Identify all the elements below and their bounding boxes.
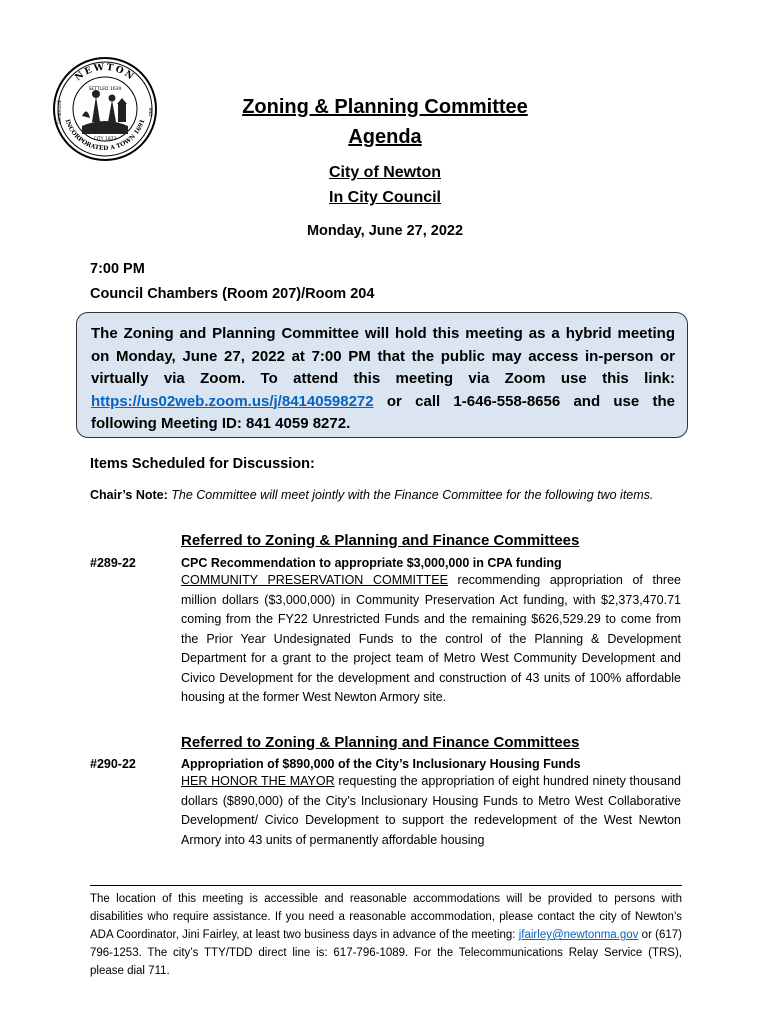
- item-referral: Referred to Zoning & Planning and Finance Committees: [181, 532, 580, 549]
- zoom-link[interactable]: https://us02web.zoom.us/j/84140598272: [91, 392, 374, 410]
- item-description: recommending appropriation of three million dollars ($3,000,000) in Community Preservation Act funding, with $2,373,470.71 coming from the FY22 Unrestricted Funds and the remaining $626,529.29 to come from the Prior Year Undesignated Funds to the control of the Planning & Development Department for a grant to the project team of Metro West Community Development and Civico Development for the development and construction of 43 units of 100% affordable housing at the former West Newton Armory site.: [181, 573, 681, 704]
- seal-right-text: AND: [148, 107, 153, 117]
- item-body: [181, 571, 681, 708]
- item-sponsor: HER HONOR THE MAYOR: [181, 774, 335, 788]
- seal-lower-text: CITY 1873: [93, 137, 117, 142]
- accessibility-footer: [90, 890, 682, 980]
- item-title: Appropriation of $890,000 of the City’s Inclusionary Housing Funds: [181, 757, 581, 771]
- chair-note-label: Chair’s Note:: [90, 488, 168, 502]
- chair-note: [90, 485, 682, 505]
- seal-bottom-text: INCORPORATED A TOWN 1691: [63, 118, 147, 153]
- items-heading: Items Scheduled for Discussion:: [90, 456, 315, 472]
- item-description: requesting the appropriation of eight hundred ninety thousand dollars ($890,000) of the City’s Inclusionary Housing Funds to Metro West Collaborative Development/ Civico Development to support the redevelopment of the West Newton Armory into 43 units of permanently affordable housing: [181, 774, 681, 847]
- council-name: In City Council: [329, 189, 441, 206]
- seal-center-text: SETTLED 1630: [88, 87, 122, 92]
- footer-text-after-email: or (617) 796-1253. The city’s TTY/TDD direct line is: 617-796-1089. For the Telecommunications Relay Service (TRS), please dial 711.: [90, 929, 682, 977]
- page-subtitle: Agenda: [348, 126, 422, 148]
- chair-note-text: The Committee will meet jointly with the Finance Committee for the following two items.: [167, 488, 654, 502]
- meeting-time: 7:00 PM: [90, 261, 145, 277]
- item-referral: Referred to Zoning & Planning and Finance Committees: [181, 734, 580, 751]
- item-sponsor: COMMUNITY PRESERVATION COMMITTEE: [181, 573, 448, 587]
- page-title: Zoning & Planning Committee: [242, 96, 528, 118]
- notice-text-before-link: The Zoning and Planning Committee will hold this meeting as a hybrid meeting on Monday, June 27, 2022 at 7:00 PM that the public may access in-person or virtually via Zoom. To attend this meeting via Zoom use this link:: [91, 325, 675, 387]
- item-number: #290-22: [90, 757, 136, 771]
- meeting-date: Monday, June 27, 2022: [306, 223, 464, 239]
- footer-divider: [90, 885, 682, 886]
- item-body: [181, 772, 681, 850]
- item-number: #289-22: [90, 556, 136, 570]
- item-title: CPC Recommendation to appropriate $3,000,000 in CPA funding: [181, 556, 562, 570]
- seal-left-text: CAMBRIDGE: [57, 99, 62, 125]
- coordinator-email-link[interactable]: jfairley@newtonma.gov: [518, 929, 639, 941]
- notice-text-after-link: or call 1-646-558-8656 and use the following Meeting ID: 841 4059 8272.: [91, 392, 675, 432]
- meeting-location: Council Chambers (Room 207)/Room 204: [90, 286, 375, 302]
- hybrid-meeting-notice: [76, 312, 688, 438]
- footer-text-before-email: The location of this meeting is accessible and reasonable accommodations will be provided to persons with disabilities who require assistance. If you need a reasonable accommodation, please contact the city of Newton’s ADA Coordinator, Jini Fairley, at least two business days in advance of the meeting:: [90, 893, 682, 941]
- seal-top-text: NEWTON: [73, 62, 137, 84]
- city-name: City of Newton: [329, 164, 441, 181]
